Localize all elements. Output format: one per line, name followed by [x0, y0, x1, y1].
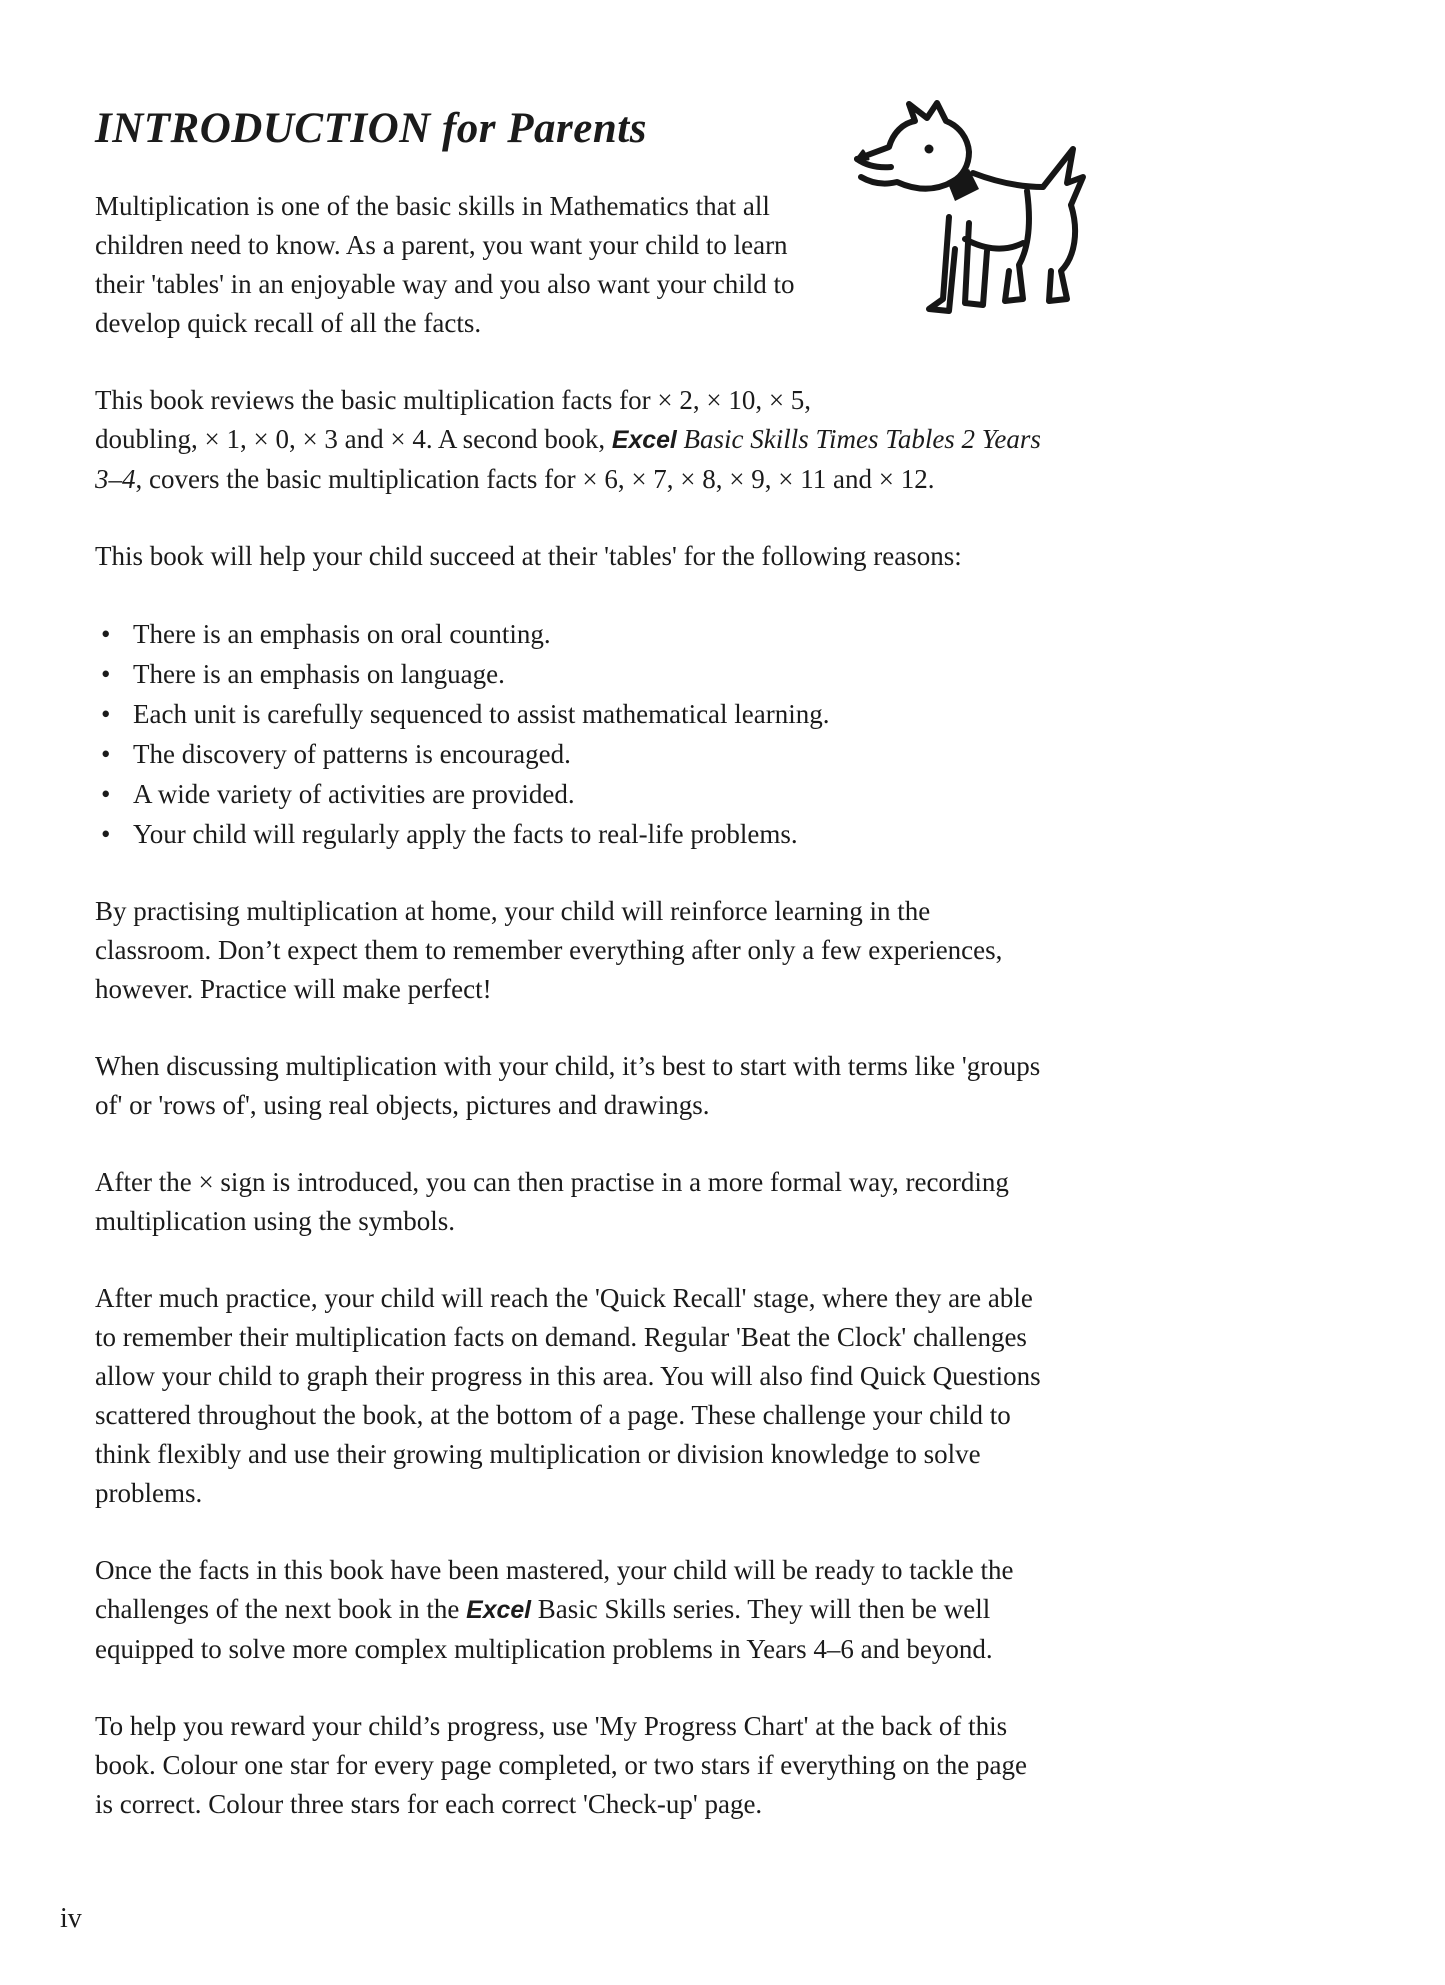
page-title-rest: for Parents [430, 105, 647, 152]
paragraph-quick-recall: After much practice, your child will reach the 'Quick Recall' stage, where they are able to remember their multiplication facts on demand. Regular 'Beat the Clock' challenges allow your child to graph their progress in this area. You will also find Quick Questions scattered throughout the book, at the bottom of a page. These challenge your child to think flexibly and use their growing multiplication or division knowledge to solve problems. [95, 1283, 1041, 1508]
paragraph-practising-at-home: By practising multiplication at home, your child will reinforce learning in the classroom. Don’t expect them to remember everything after only a few experiences, however. Practice will make perfect! [95, 896, 1003, 1004]
paragraph-reasons-lead-in: This book will help your child succeed at their 'tables' for the following reasons: [95, 541, 962, 571]
reason-item: • There is an emphasis on oral counting. [95, 614, 1047, 654]
paragraph-next-book: Once the facts in this book have been mastered, your child will be ready to tackle the challenges of the next book in the Excel Basic Skills series. They will then be well equipped to solve more complex multiplication problems in Years 4–6 and beyond. [95, 1555, 1014, 1664]
dog-icon [847, 99, 1087, 349]
reason-item: • A wide variety of activities are provided. [95, 774, 1047, 814]
reason-item: • Each unit is carefully sequenced to assist mathematical learning. [95, 694, 1047, 734]
paragraph-discussing-terms: When discussing multiplication with your child, it’s best to start with terms like 'groups of' or 'rows of', using real objects, pictures and drawings. [95, 1051, 1041, 1120]
paragraph-book-overview: This book reviews the basic multiplication facts for × 2, × 10, × 5, doubling, × 1, × 0, × 3 and × 4. A second book, Excel Basic Skills Times Tables 2 Years 3–4, covers the basic multiplication facts for × 6, × 7, × 8, × 9, × 11 and × 12. [95, 385, 1041, 494]
reason-item: • The discovery of patterns is encouraged. [95, 734, 1047, 774]
paragraph-multiplication-basics: Multiplication is one of the basic skills in Mathematics that all children need to know. As a parent, you want your child to learn their 'tables' in an enjoyable way and you also want your child to develop quick recall of all the facts. [95, 191, 795, 338]
reason-item: • Your child will regularly apply the facts to real-life problems. [95, 814, 1047, 854]
paragraph-times-sign: After the × sign is introduced, you can then practise in a more formal way, recording multiplication using the symbols. [95, 1167, 1009, 1236]
reason-item: • There is an emphasis on language. [95, 654, 1047, 694]
dog-illustration [847, 99, 1087, 349]
page-title-main: INTRODUCTION [95, 105, 431, 152]
paragraph-progress-chart: To help you reward your child’s progress, use 'My Progress Chart' at the back of this book. Colour one star for every page completed, or two stars if everything on the page is correct. Colour three stars for each correct 'Check-up' page. [95, 1711, 1027, 1819]
page-number: iv [60, 1903, 82, 1934]
reasons-list [95, 614, 1047, 854]
